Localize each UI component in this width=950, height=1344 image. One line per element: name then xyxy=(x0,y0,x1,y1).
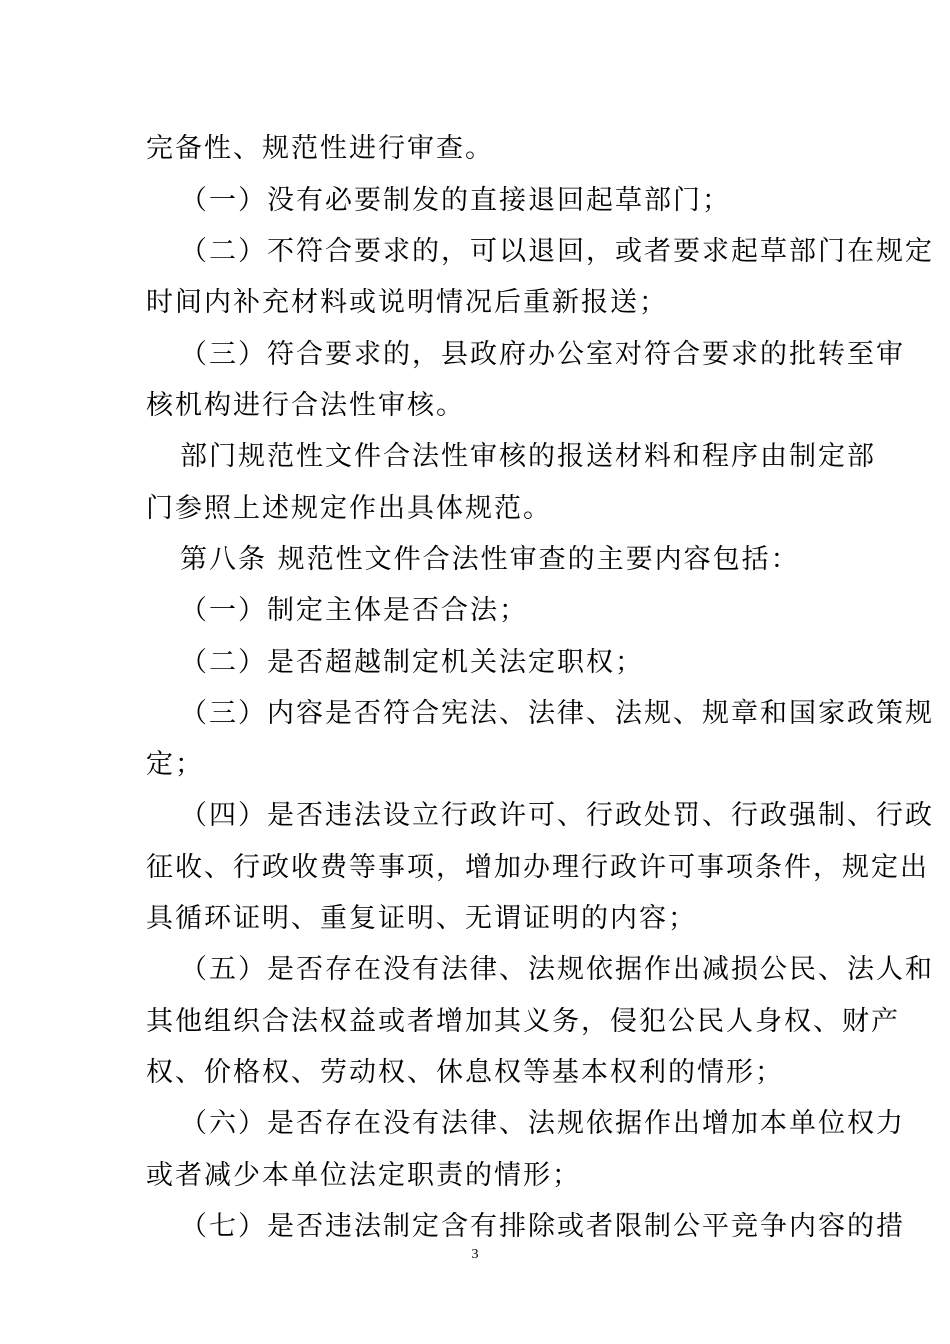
text-line: 具循环证明、重复证明、无谓证明的内容； xyxy=(146,903,697,934)
text-line: 完备性、规范性进行审查。 xyxy=(146,133,494,164)
text-line: 时间内补充材料或说明情况后重新报送； xyxy=(146,287,668,318)
page-number: 3 xyxy=(471,1247,479,1262)
text-line: 其他组织合法权益或者增加其义务，侵犯公民人身权、财产 xyxy=(146,1006,900,1037)
text-line: （三）符合要求的，县政府办公室对符合要求的批转至审 xyxy=(180,339,905,370)
text-line: （七）是否违法制定含有排除或者限制公平竞争内容的措 xyxy=(180,1211,905,1242)
text-line: （二）不符合要求的，可以退回，或者要求起草部门在规定 xyxy=(180,236,934,267)
text-line: （四）是否违法设立行政许可、行政处罚、行政强制、行政 xyxy=(180,800,934,831)
text-line: （六）是否存在没有法律、法规依据作出增加本单位权力 xyxy=(180,1108,905,1139)
text-line: 定； xyxy=(146,749,204,780)
text-line: 部门规范性文件合法性审核的报送材料和程序由制定部 xyxy=(180,441,876,472)
text-line: 门参照上述规定作出具体规范。 xyxy=(146,493,552,524)
text-line: （五）是否存在没有法律、法规依据作出减损公民、法人和 xyxy=(180,954,934,985)
text-line: 核机构进行合法性审核。 xyxy=(146,390,465,421)
article-heading: 第八条 规范性文件合法性审查的主要内容包括： xyxy=(180,544,800,575)
text-line: 或者减少本单位法定职责的情形； xyxy=(146,1160,581,1191)
text-line: （一）没有必要制发的直接退回起草部门； xyxy=(180,185,731,216)
text-line: 征收、行政收费等事项，增加办理行政许可事项条件，规定出 xyxy=(146,852,929,883)
text-line: （三）内容是否符合宪法、法律、法规、规章和国家政策规 xyxy=(180,698,934,729)
text-line: 权、价格权、劳动权、休息权等基本权利的情形； xyxy=(146,1057,784,1088)
text-line: （一）制定主体是否合法； xyxy=(180,595,528,626)
text-line: （二）是否超越制定机关法定职权； xyxy=(180,647,644,678)
